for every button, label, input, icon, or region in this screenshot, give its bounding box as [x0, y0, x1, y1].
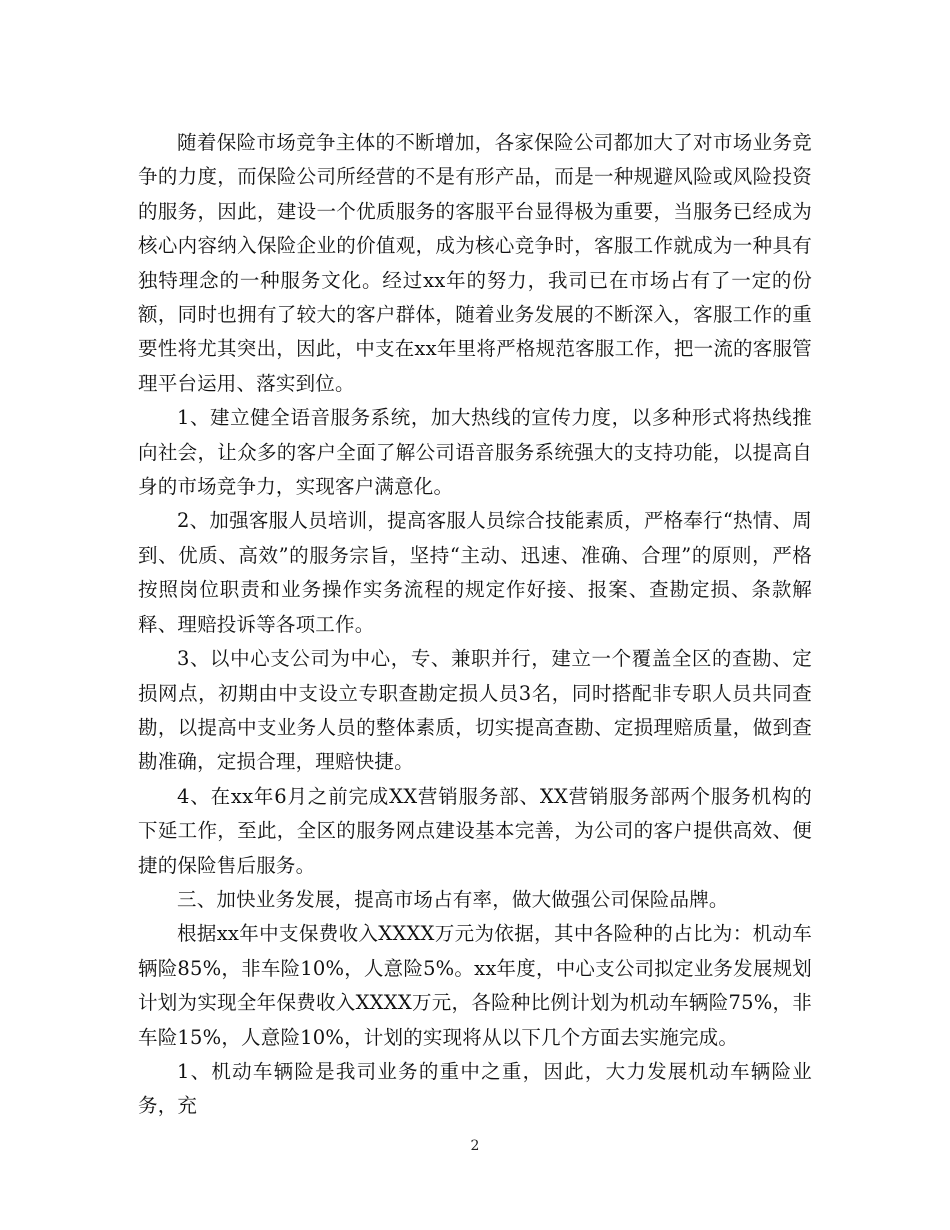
document-body	[138, 126, 812, 1124]
section-heading: 三、加快业务发展，提高市场占有率，做大做强公司保险品牌。	[177, 887, 729, 911]
paragraph-item-2: 2、加强客服人员培训，提高客服人员综合技能素质，严格奉行“热情、周到、优质、高效”的服务宗旨，坚持“主动、迅速、准确、合理”的原则，严格按照岗位职责和业务操作实务流程的规定作好接、报案、查勘定损、条款解释、理赔投诉等各项工作。	[138, 509, 812, 636]
paragraph-item-1-continued: 1、机动车辆险是我司业务的重中之重，因此，大力发展机动车辆险业务，充	[138, 1059, 812, 1118]
paragraph-item-3: 3、以中心支公司为中心，专、兼职并行，建立一个覆盖全区的查勘、定损网点，初期由中支设立专职查勘定损人员3名，同时搭配非专职人员共同查勘，以提高中支业务人员的整体素质，切实提高查勘、定损理赔质量，做到查勘准确，定损合理，理赔快捷。	[138, 647, 812, 774]
paragraph-plan: 根据xx年中支保费收入XXXX万元为依据，其中各险种的占比为：机动车辆险85%，非车险10%，人意险5%。xx年度，中心支公司拟定业务发展规划计划为实现全年保费收入XXXX万元，各险种比例计划为机动车辆险75%，非车险15%，人意险10%，计划的实现将从以下几个方面去实施完成。	[138, 922, 812, 1049]
paragraph-item-1: 1、建立健全语音服务系统，加大热线的宣传力度，以多种形式将热线推向社会，让众多的客户全面了解公司语音服务系统强大的支持功能，以提高自身的市场竞争力，实现客户满意化。	[138, 406, 812, 499]
page-number: 2	[470, 1138, 480, 1154]
paragraph-item-4: 4、在xx年6月之前完成XX营销服务部、XX营销服务部两个服务机构的下延工作，至此，全区的服务网点建设基本完善，为公司的客户提供高效、便捷的保险售后服务。	[138, 784, 812, 877]
paragraph-intro: 随着保险市场竞争主体的不断增加，各家保险公司都加大了对市场业务竞争的力度，而保险公司所经营的不是有形产品，而是一种规避风险或风险投资的服务，因此，建设一个优质服务的客服平台显得极为重要，当服务已经成为核心内容纳入保险企业的价值观，成为核心竞争时，客服工作就成为一种具有独特理念的一种服务文化。经过xx年的努力，我司已在市场占有了一定的份额，同时也拥有了较大的客户群体，随着业务发展的不断深入，客服工作的重要性将尤其突出，因此，中支在xx年里将严格规范客服工作，把一流的客服管理平台运用、落实到位。	[138, 131, 812, 395]
